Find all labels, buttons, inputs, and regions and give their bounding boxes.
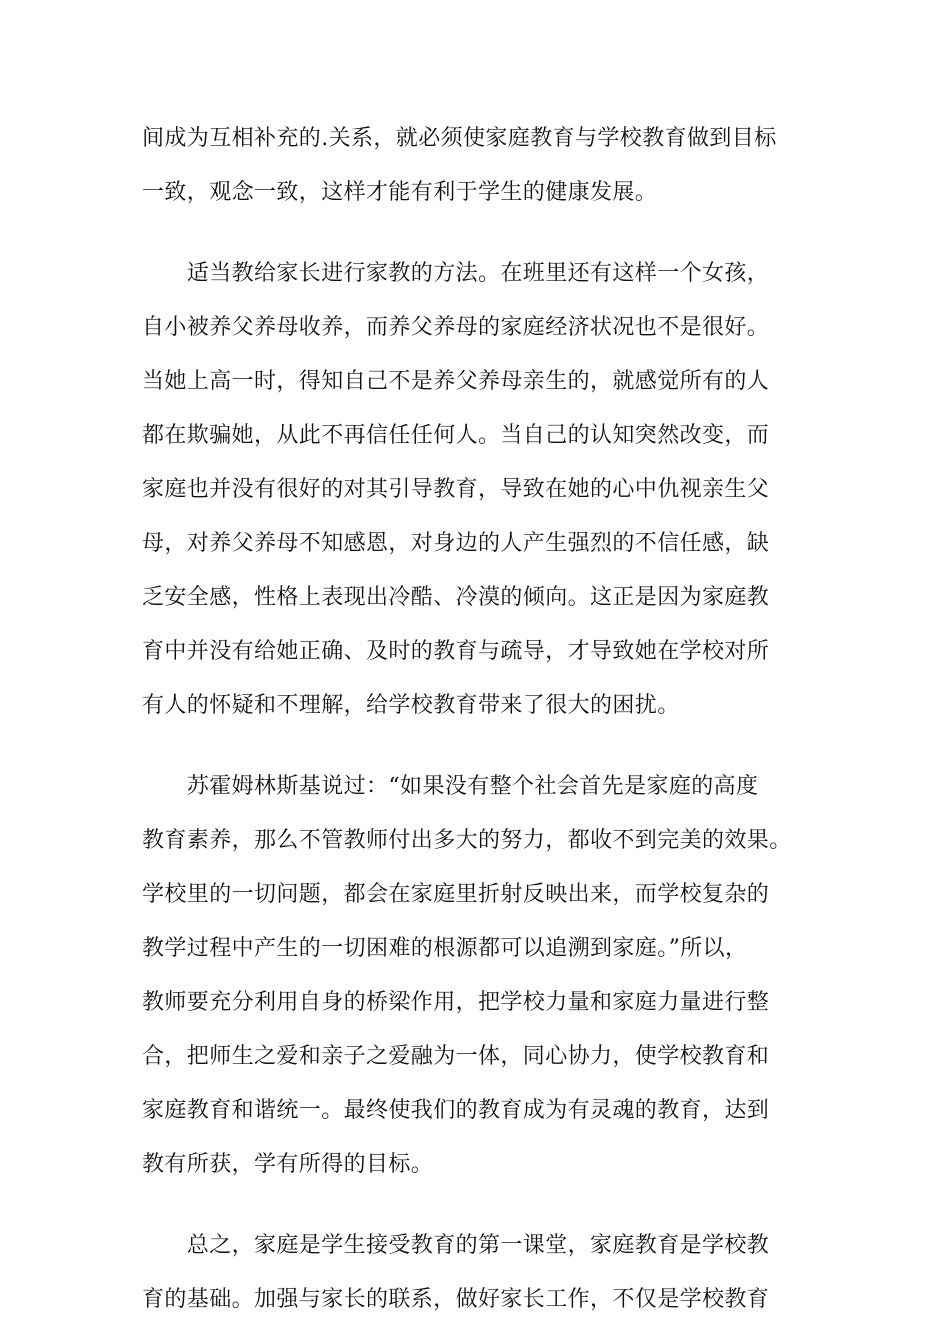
document-body (142, 112, 822, 1327)
paragraph-3 (142, 760, 822, 1192)
text-line: 都在欺骗她，从此不再信任任何人。当自己的认知突然改变，而 (142, 423, 770, 448)
text-line: 育中并没有给她正确、及时的教育与疏导，才导致她在学校对所 (142, 639, 770, 664)
paragraph-4 (142, 1219, 822, 1327)
text-line: 家庭教育和谐统一。最终使我们的教育成为有灵魂的教育，达到 (142, 1098, 770, 1123)
text-line: 育的基础。加强与家长的联系，做好家长工作，不仅是学校教育 (142, 1287, 770, 1312)
text-line: 苏霍姆林斯基说过：“如果没有整个社会首先是家庭的高度 (142, 774, 759, 799)
text-line: 教学过程中产生的一切困难的根源都可以追溯到家庭。”所以， (142, 936, 748, 961)
paragraph-2 (142, 247, 822, 733)
text-line: 母，对养父养母不知感恩，对身边的人产生强烈的不信任感，缺 (142, 531, 770, 556)
text-line: 间成为互相补充的.关系，就必须使家庭教育与学校教育做到目标 (142, 126, 777, 151)
text-line: 自小被养父养母收养，而养父养母的家庭经济状况也不是很好。 (142, 315, 770, 340)
text-line: 教师要充分利用自身的桥梁作用，把学校力量和家庭力量进行整 (142, 990, 770, 1015)
text-line: 学校里的一切问题，都会在家庭里折射反映出来，而学校复杂的 (142, 882, 770, 907)
text-line: 家庭也并没有很好的对其引导教育，导致在她的心中仇视亲生父 (142, 477, 770, 502)
paragraph-1 (142, 112, 822, 220)
text-line: 乏安全感，性格上表现出冷酷、冷漠的倾向。这正是因为家庭教 (142, 585, 770, 610)
text-line: 总之，家庭是学生接受教育的第一课堂，家庭教育是学校教 (142, 1233, 770, 1258)
text-line: 一致，观念一致，这样才能有利于学生的健康发展。 (142, 180, 658, 205)
text-line: 适当教给家长进行家教的方法。在班里还有这样一个女孩， (142, 261, 770, 286)
text-line: 教育素养，那么不管教师付出多大的努力，都收不到完美的效果。 (142, 828, 792, 853)
text-line: 教有所获，学有所得的目标。 (142, 1152, 434, 1177)
text-line: 当她上高一时，得知自己不是养父养母亲生的，就感觉所有的人 (142, 369, 770, 394)
text-line: 有人的怀疑和不理解，给学校教育带来了很大的困扰。 (142, 693, 680, 718)
text-line: 合，把师生之爱和亲子之爱融为一体，同心协力，使学校教育和 (142, 1044, 770, 1069)
